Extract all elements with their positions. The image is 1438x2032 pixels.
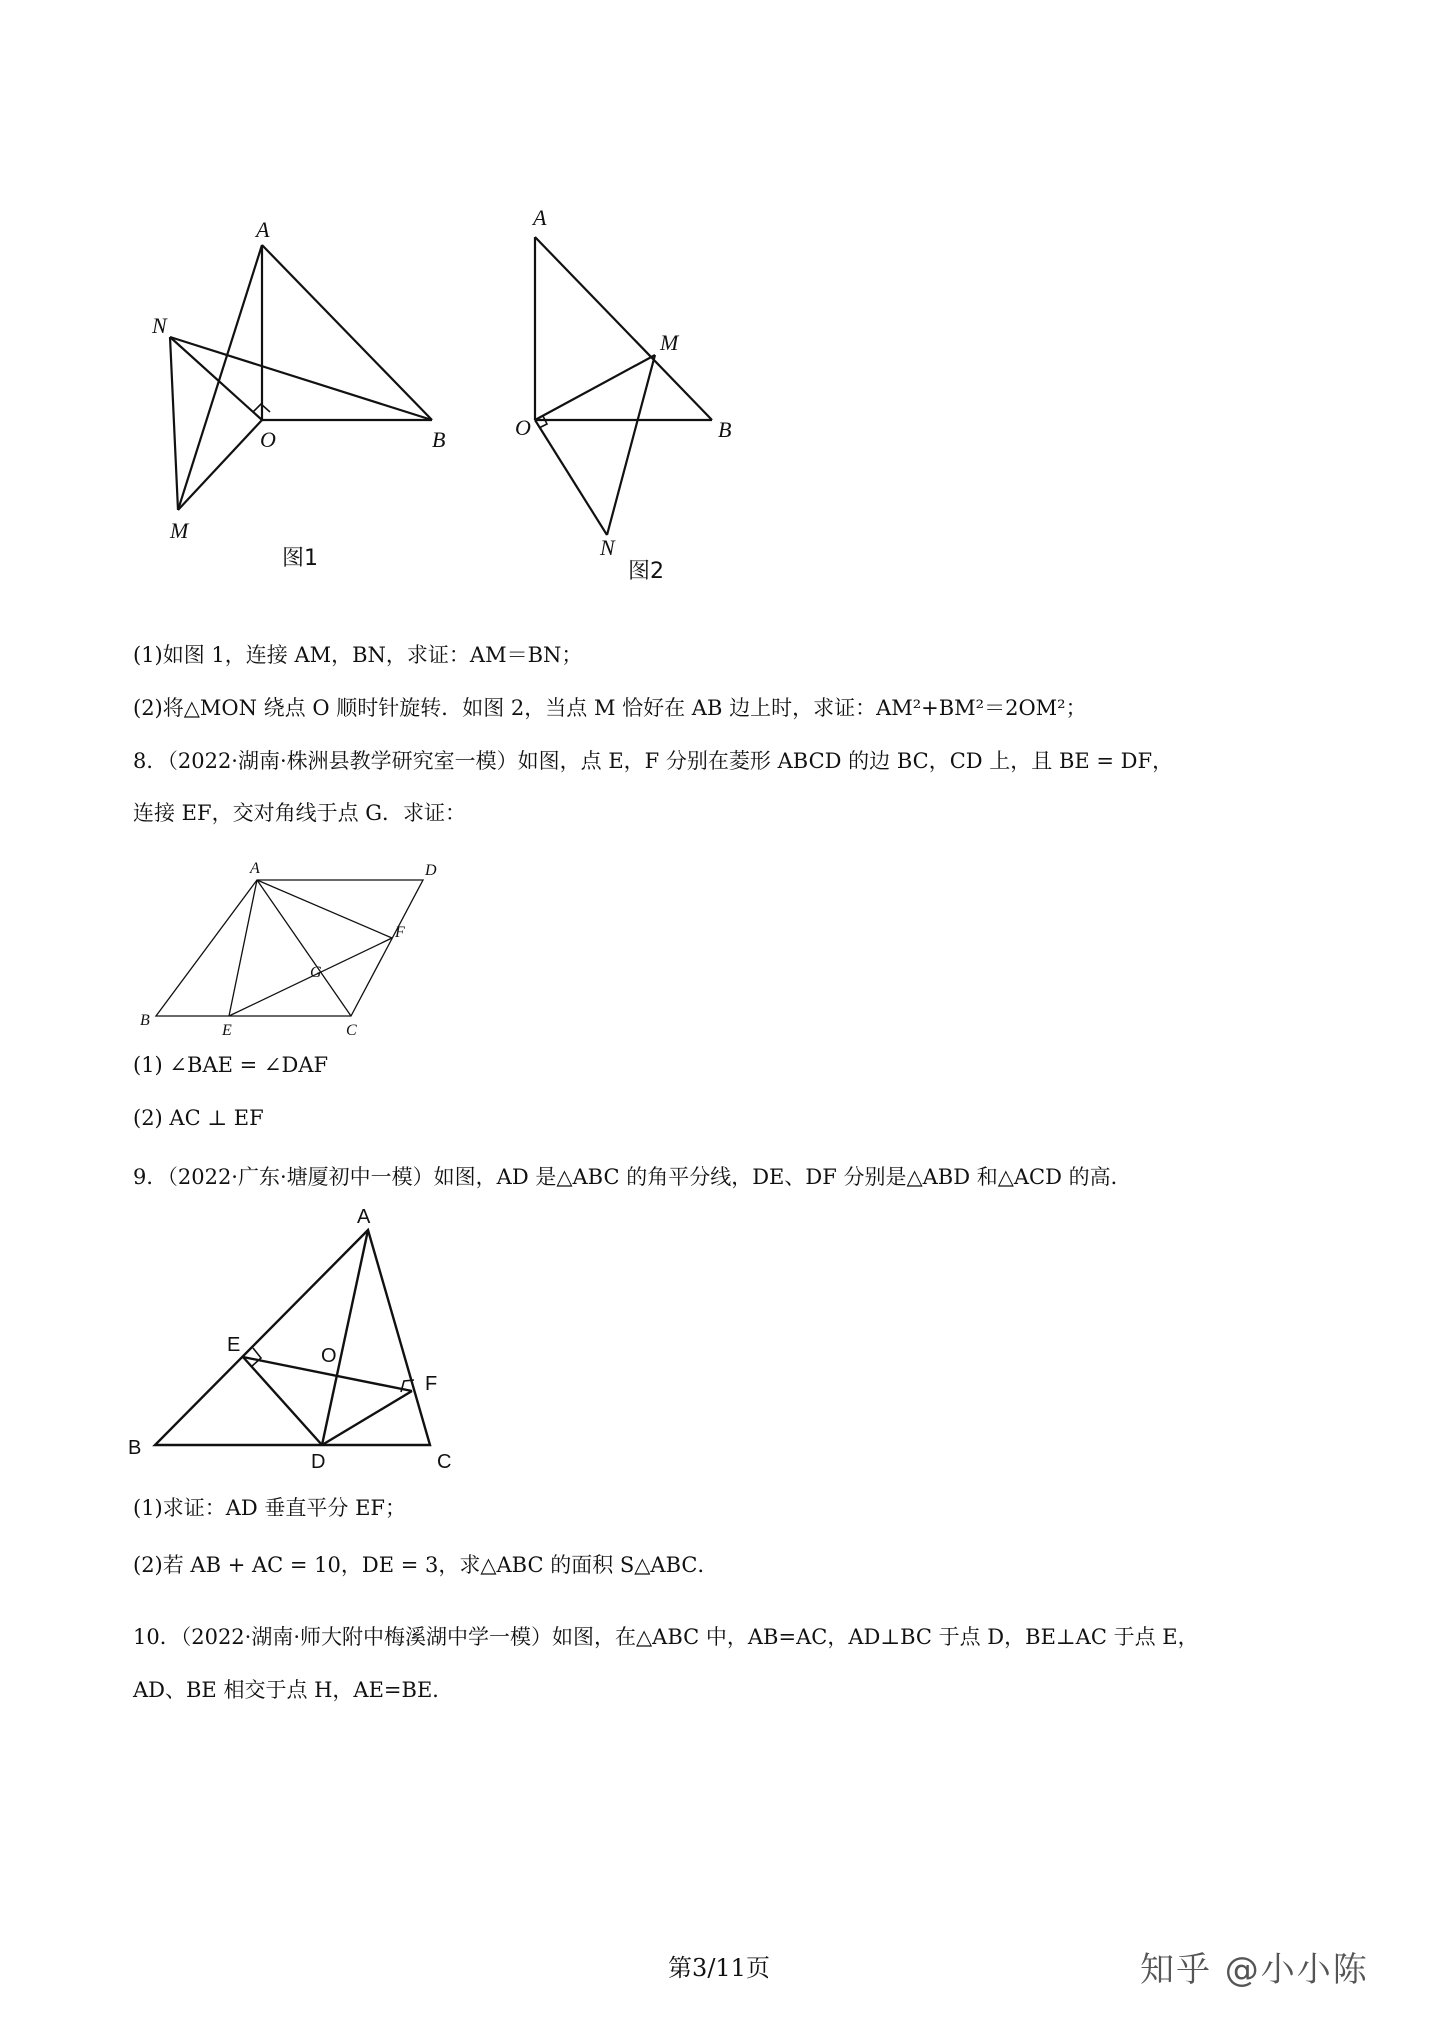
figure-caption: 图1 [282,546,318,571]
q8-heading-cont: 连接 EF，交对角线于点 G．求证： [133,801,467,825]
figure-1 [140,205,460,585]
page-number: 第3/11页 [668,1954,770,1982]
segment-DF [322,1391,412,1445]
point-label: B [128,1437,142,1459]
segment-AE [229,880,257,1016]
segment-AB [535,237,712,420]
point-label: C [437,1451,452,1473]
segment-MN [607,355,655,535]
q8-heading: 8．（2022·湖南·株洲县教学研究室一模）如图，点 E，F 分别在菱形 ABCD 的边 BC，CD 上，且 BE = DF， [133,749,1174,773]
point-label: B [718,417,732,442]
point-label: D [425,862,437,879]
q9-part2: (2)若 AB + AC = 10，DE = 3，求△ABC 的面积 S△ABC． [133,1553,719,1577]
right-angle-mark [251,1348,261,1367]
segment-OM [178,420,262,510]
point-label: F [395,924,405,941]
point-label: C [346,1022,357,1039]
point-label: F [425,1373,438,1395]
point-label: M [170,518,189,543]
figure-2 [500,205,780,595]
point-label: E [222,1022,232,1039]
segment-ON [535,420,607,535]
segment-AD [322,1230,368,1445]
watermark: 知乎 @小小陈 [1140,1950,1369,1990]
segment-NO [170,337,262,420]
q10-heading: 10．（2022·湖南·师大附中梅溪湖中学一模）如图，在△ABC 中，AB=AC，AD⊥BC 于点 D，BE⊥AC 于点 E， [133,1625,1199,1649]
figure-q9 [125,1205,465,1475]
q9-part1: (1)求证：AD 垂直平分 EF； [133,1496,406,1520]
figure-q8 [140,855,460,1040]
q8-part1: (1) ∠BAE = ∠DAF [133,1053,329,1077]
point-label: M [660,330,679,355]
q10-heading-cont: AD、BE 相交于点 H，AE=BE． [133,1678,454,1702]
rhombus-ABCD [156,880,423,1016]
point-label: N [600,535,615,560]
q9-heading: 9．（2022·广东·塘厦初中一模）如图，AD 是△ABC 的角平分线，DE、DF 分别是△ABD 和△ACD 的高． [133,1165,1132,1189]
point-label: A [256,217,270,242]
q8-part2: (2) AC ⊥ EF [133,1106,264,1130]
segment-NM [170,337,178,510]
point-label: O [260,427,276,452]
q7-part2: (2)将△MON 绕点 O 顺时针旋转．如图 2，当点 M 恰好在 AB 边上时，求证：AM²+BM²＝2OM²； [133,696,1087,720]
point-label: B [140,1012,150,1029]
point-label: N [152,313,167,338]
q7-part1: (1)如图 1，连接 AM，BN，求证：AM＝BN； [133,643,583,667]
point-label: E [227,1334,241,1356]
point-label: G [310,964,322,981]
point-label: O [515,415,531,440]
segment-AM [178,245,262,510]
point-label: A [357,1206,371,1228]
point-label: O [321,1345,337,1367]
point-label: A [533,205,547,230]
segment-OM [535,355,655,420]
figure-caption: 图2 [628,559,664,584]
point-label: D [311,1451,326,1473]
point-label: B [432,427,446,452]
point-label: A [250,860,260,877]
